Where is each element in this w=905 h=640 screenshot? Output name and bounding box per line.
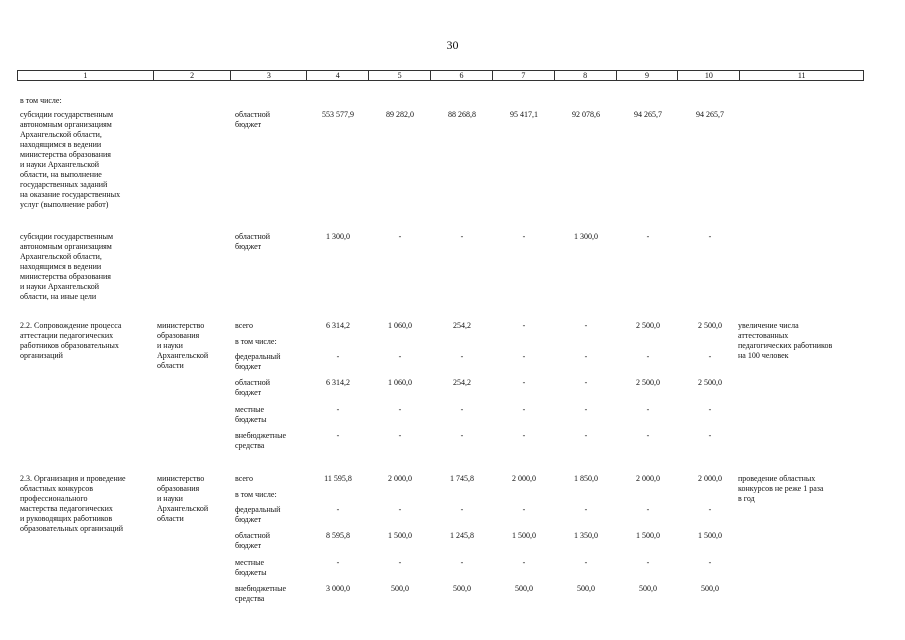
value-cell: 500,0 [515, 584, 533, 593]
value-cell: - [522, 378, 526, 387]
value-cell: 2 500,0 [698, 321, 722, 330]
value-cell: - [584, 431, 588, 440]
value-cell: 2 000,0 [636, 474, 660, 483]
value-cell: - [646, 431, 650, 440]
value-cell: - [398, 405, 402, 414]
header-col-11: 11 [797, 71, 806, 80]
value-cell: - [398, 505, 402, 514]
value-cell: - [522, 405, 526, 414]
value-cell: 500,0 [701, 584, 719, 593]
value-cell: 2 000,0 [698, 474, 722, 483]
value-cell: - [522, 321, 526, 330]
funding-source-label: областной бюджет [235, 531, 271, 550]
value-cell: 92 078,6 [572, 110, 600, 119]
funding-source-label: в том числе: [235, 490, 277, 499]
value-cell: 6 314,2 [326, 378, 350, 387]
value-cell: - [708, 405, 712, 414]
row-result: проведение областных конкурсов не реже 1 раза в год [738, 474, 824, 503]
value-cell: 1 060,0 [388, 321, 412, 330]
value-cell: - [708, 505, 712, 514]
value-cell: - [460, 405, 464, 414]
value-cell: 88 268,8 [448, 110, 476, 119]
value-cell: - [584, 321, 588, 330]
value-cell: - [460, 505, 464, 514]
header-col-7: 7 [493, 71, 555, 80]
value-cell: - [336, 405, 340, 414]
value-cell: - [584, 405, 588, 414]
value-cell: 1 500,0 [698, 531, 722, 540]
value-cell: 2 500,0 [636, 321, 660, 330]
value-cell: 1 350,0 [574, 531, 598, 540]
value-cell: - [522, 352, 526, 361]
value-cell: - [646, 232, 650, 241]
value-cell: 95 417,1 [510, 110, 538, 119]
funding-source-label: федеральный бюджет [235, 505, 281, 524]
value-cell: 1 745,8 [450, 474, 474, 483]
value-cell: - [584, 378, 588, 387]
value-cell: - [646, 558, 650, 567]
value-cell: 2 000,0 [388, 474, 412, 483]
value-cell: 1 300,0 [574, 232, 598, 241]
row-description: 2.2. Сопровождение процесса аттестации педагогических работников образовательных организаций [20, 321, 122, 360]
intro-text: в том числе: [20, 96, 62, 105]
value-cell: 1 245,8 [450, 531, 474, 540]
table-header-row [17, 70, 864, 81]
funding-source-label: областной бюджет [235, 378, 271, 397]
header-col-8: 8 [555, 71, 617, 80]
row-description: субсидии государственным автономным организациям Архангельской области, находящимся в ведении министерства образования и науки Архангельской области, на иные цели [20, 232, 114, 301]
header-col-10: 10 [678, 71, 740, 80]
value-cell: 2 500,0 [636, 378, 660, 387]
funding-source-label: всего [235, 321, 254, 330]
value-cell: 6 314,2 [326, 321, 350, 330]
value-cell: - [336, 558, 340, 567]
value-cell: 11 595,8 [324, 474, 352, 483]
value-cell: - [584, 505, 588, 514]
value-cell: - [460, 232, 464, 241]
row-executor: министерство образования и науки Архангельской области [157, 474, 209, 523]
header-col-5: 5 [369, 71, 431, 80]
value-cell: - [398, 558, 402, 567]
value-cell: - [460, 431, 464, 440]
funding-source-label: областной бюджет [235, 110, 271, 129]
header-col-1: 1 [18, 71, 154, 80]
value-cell: - [708, 431, 712, 440]
value-cell: - [398, 352, 402, 361]
header-col-3: 3 [231, 71, 307, 80]
value-cell: - [522, 431, 526, 440]
header-col-6: 6 [431, 71, 493, 80]
value-cell: - [584, 352, 588, 361]
row-description: субсидии государственным автономным организациям Архангельской области, находящимся в ведении министерства образования и науки Архангельской области, на выполнение государственных заданий на оказание государственных услуг (выполнение работ) [20, 110, 121, 209]
value-cell: 2 500,0 [698, 378, 722, 387]
value-cell: - [522, 232, 526, 241]
value-cell: 500,0 [577, 584, 595, 593]
value-cell: 1 850,0 [574, 474, 598, 483]
value-cell: 1 500,0 [388, 531, 412, 540]
value-cell: - [522, 558, 526, 567]
row-description: 2.3. Организация и проведение областных конкурсов профессионального мастерства педагогических и руководящих работников образовательных организаций [20, 474, 126, 533]
value-cell: - [522, 505, 526, 514]
value-cell: 500,0 [391, 584, 409, 593]
value-cell: 89 282,0 [386, 110, 414, 119]
header-col-2: 2 [154, 71, 232, 80]
row-executor: министерство образования и науки Архангельской области [157, 321, 209, 370]
value-cell: 2 000,0 [512, 474, 536, 483]
funding-source-label: в том числе: [235, 337, 277, 346]
value-cell: - [584, 558, 588, 567]
value-cell: - [708, 352, 712, 361]
value-cell: 3 000,0 [326, 584, 350, 593]
value-cell: 254,2 [453, 378, 471, 387]
funding-source-label: всего [235, 474, 254, 483]
funding-source-label: местные бюджеты [235, 405, 267, 424]
value-cell: - [398, 232, 402, 241]
value-cell: 8 595,8 [326, 531, 350, 540]
value-cell: 1 300,0 [326, 232, 350, 241]
value-cell: 94 265,7 [634, 110, 662, 119]
funding-source-label: федеральный бюджет [235, 352, 281, 371]
value-cell: - [336, 352, 340, 361]
value-cell: 1 060,0 [388, 378, 412, 387]
value-cell: - [646, 505, 650, 514]
value-cell: 553 577,9 [322, 110, 354, 119]
header-col-4: 4 [307, 71, 369, 80]
value-cell: 1 500,0 [512, 531, 536, 540]
value-cell: 500,0 [639, 584, 657, 593]
funding-source-label: внебюджетные средства [235, 584, 286, 603]
page-number: 30 [446, 38, 459, 52]
value-cell: - [336, 431, 340, 440]
value-cell: - [646, 352, 650, 361]
row-result: увеличение числа аттестованных педагогических работников на 100 человек [738, 321, 833, 360]
value-cell: 254,2 [453, 321, 471, 330]
funding-source-label: местные бюджеты [235, 558, 267, 577]
funding-source-label: внебюджетные средства [235, 431, 286, 450]
value-cell: 500,0 [453, 584, 471, 593]
value-cell: - [708, 558, 712, 567]
funding-source-label: областной бюджет [235, 232, 271, 251]
value-cell: - [336, 505, 340, 514]
value-cell: - [398, 431, 402, 440]
value-cell: - [460, 558, 464, 567]
value-cell: - [460, 352, 464, 361]
header-col-9: 9 [617, 71, 679, 80]
value-cell: - [708, 232, 712, 241]
value-cell: - [646, 405, 650, 414]
value-cell: 1 500,0 [636, 531, 660, 540]
value-cell: 94 265,7 [696, 110, 724, 119]
